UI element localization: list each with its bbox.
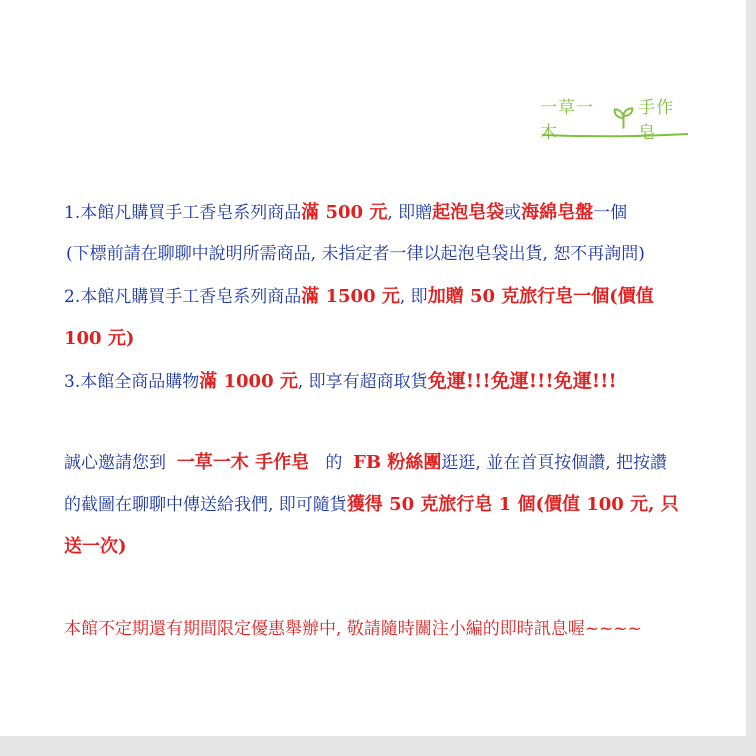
promo-1-text-d: 一個 — [593, 203, 628, 223]
promo-1-number: 1. — [64, 203, 81, 223]
promo-2-line — [64, 286, 654, 308]
invite-line-2 — [64, 494, 679, 516]
promo-3-number: 3. — [64, 372, 81, 392]
invite-text-c: 逛逛, 並在首頁按個讚, 把按讚 — [441, 453, 668, 473]
promo-3-highlight-b: 免運!!!免運!!!免運!!! — [427, 370, 617, 392]
shop-logo — [540, 98, 690, 143]
invite-text-b: 的 — [325, 453, 343, 473]
promo-1-line — [64, 202, 627, 224]
promo-1-highlight-c: 海綿皂盤 — [521, 202, 594, 223]
promo-1-text-c: 或 — [504, 203, 522, 223]
invite-line-1 — [64, 452, 667, 474]
logo-text-part2: 手作皂 — [638, 98, 675, 143]
invite-text-a: 誠心邀請您到 — [64, 453, 166, 473]
promo-2-highlight-c: 100 元) — [64, 328, 135, 349]
promo-2-line-2 — [64, 328, 134, 350]
footer-text: 本館不定期還有期間限定優惠舉辦中, 敬請隨時關注小編的即時訊息喔~~~~ — [64, 619, 642, 639]
promo-2-text-b: , 即 — [399, 287, 428, 307]
promo-1-text-a: 本館凡購買手工香皂系列商品 — [80, 203, 302, 223]
invite-line-3 — [64, 536, 127, 558]
promo-3-highlight-a: 滿 1000 元 — [199, 371, 298, 392]
promo-2-text-a: 本館凡購買手工香皂系列商品 — [80, 287, 302, 307]
promo-1-highlight-b: 起泡皂袋 — [432, 202, 505, 223]
logo-text-part1: 一草一木 — [540, 98, 594, 143]
invite-highlight-c: 獲得 50 克旅行皂 1 個(價值 100 元, 只 — [346, 494, 679, 515]
promo-3-line — [64, 370, 617, 393]
promo-3-text-b: , 即享有超商取貨 — [297, 372, 428, 392]
invite-highlight-a: 一草一木 手作皂 — [176, 452, 310, 473]
promo-3-text-a: 本館全商品購物 — [80, 372, 200, 392]
sprout-icon — [611, 105, 636, 131]
invite-text-d: 的截圖在聊聊中傳送給我們, 即可隨貨 — [64, 495, 347, 515]
invite-highlight-b: FB 粉絲團 — [353, 452, 442, 473]
footer-line — [64, 618, 642, 640]
invite-highlight-d: 送一次) — [64, 536, 127, 557]
logo-underline — [540, 132, 690, 138]
promo-2-highlight-a: 滿 1500 元 — [301, 286, 400, 307]
promo-2-number: 2. — [64, 287, 81, 307]
note-line — [66, 243, 645, 265]
promo-2-highlight-b: 加贈 50 克旅行皂一個(價值 — [427, 286, 654, 307]
promo-1-highlight-a: 滿 500 元 — [301, 202, 388, 223]
promo-1-text-b: , 即贈 — [387, 203, 433, 223]
note-text: (下標前請在聊聊中說明所需商品, 未指定者一律以起泡皂袋出貨, 恕不再詢問) — [66, 244, 645, 264]
